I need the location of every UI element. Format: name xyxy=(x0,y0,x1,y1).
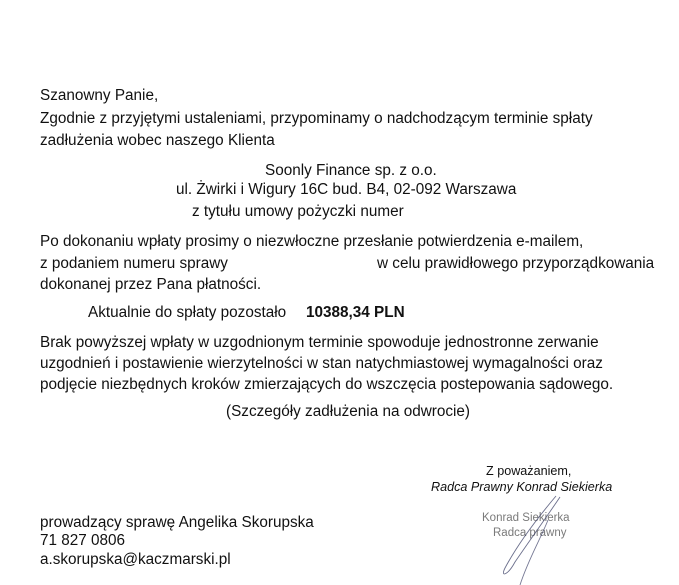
balance-amount: 10388,34 PLN xyxy=(306,304,405,321)
paragraph-3-line-2: uzgodnień i postawienie wierzytelności w stan natychmiastowej wymagalności oraz xyxy=(40,355,603,372)
paragraph-2-line-3: dokonanej przez Pana płatności. xyxy=(40,276,262,293)
paragraph-2-line-2-right: w celu prawidłowego przyporządkowania xyxy=(377,255,655,272)
signatory-title: Radca Prawny Konrad Siekierka xyxy=(431,480,613,494)
salutation: Szanowny Panie, xyxy=(40,87,159,104)
contract-line: z tytułu umowy pożyczki numer xyxy=(192,203,404,220)
paragraph-2-line-2-left: z podaniem numeru sprawy xyxy=(40,255,228,272)
closing-regards: Z poważaniem, xyxy=(486,464,572,478)
creditor-address: ul. Żwirki i Wigury 16C bud. B4, 02-092 Warszawa xyxy=(176,181,517,198)
paragraph-3-line-3: podjęcie niezbędnych kroków zmierzających do wszczęcia postepowania sądowego. xyxy=(40,376,614,393)
creditor-name: Soonly Finance sp. z o.o. xyxy=(265,162,437,179)
paragraph-1-line-2: zadłużenia wobec naszego Klienta xyxy=(40,132,275,149)
paragraph-3-line-1: Brak powyższej wpłaty w uzgodnionym terminie spowoduje jednostronne zerwanie xyxy=(40,334,599,351)
phone-number: 71 827 0806 xyxy=(40,532,126,549)
paragraph-1-line-1: Zgodnie z przyjętymi ustaleniami, przypominamy o nadchodzącym terminie spłaty xyxy=(40,110,593,127)
email-address[interactable]: a.skorupska@kaczmarski.pl xyxy=(40,551,231,568)
paragraph-2-line-1: Po dokonaniu wpłaty prosimy o niezwłoczne przesłanie potwierdzenia e-mailem, xyxy=(40,233,584,250)
stamp-name: Konrad Siekierka xyxy=(482,512,570,524)
stamp-title: Radca prawny xyxy=(493,527,567,539)
balance-label: Aktualnie do spłaty pozostało xyxy=(88,304,287,321)
details-note: (Szczegóły zadłużenia na odwrocie) xyxy=(226,403,471,420)
case-handler: prowadzący sprawę Angelika Skorupska xyxy=(40,514,314,531)
